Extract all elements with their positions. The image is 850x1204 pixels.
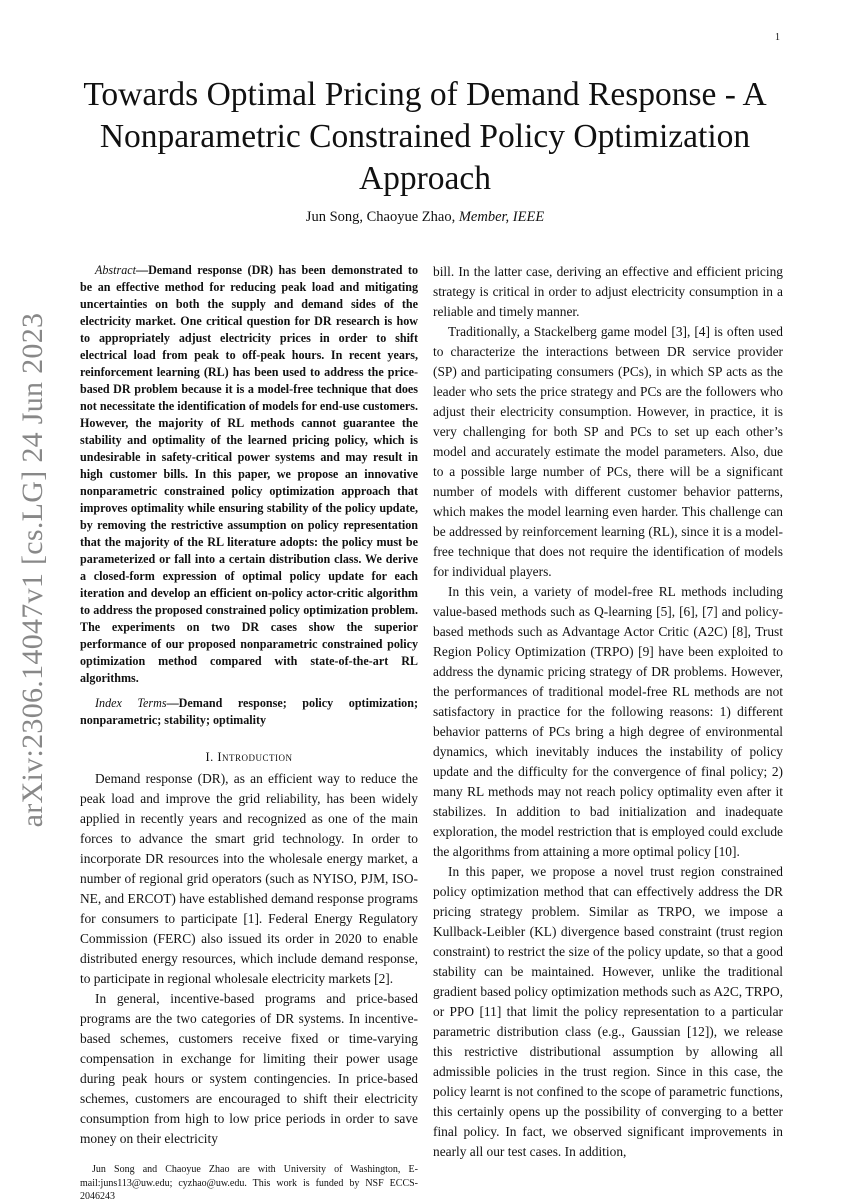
index-terms (80, 695, 418, 729)
paragraph: bill. In the latter case, deriving an effective and efficient pricing strategy is critical in order to adjust electricity consumption in a reliable and timely manner. (433, 264, 783, 319)
author-names: Jun Song, Chaoyue Zhao, (305, 209, 456, 225)
author-membership: Member, IEEE (458, 209, 545, 225)
left-column (80, 262, 418, 1204)
right-column (433, 262, 783, 1162)
paragraph: In this paper, we propose a novel trust region constrained policy optimization method that can effectively address the DR pricing strategy problem. Similar as TRPO, we impose a Kullback-Leibler (KL) divergence based constraint (trust region constraint) to restrict the size of the policy update, so that a good stability can be maintained. However, unlike the traditional gradient based policy optimization methods such as A2C, TRPO, or PPO [11] that limit the policy representation to a particular parametric distribution class (e.g., Gaussian [12]), we release this restrictive distributional assumption by allowing all admissible policies in the trust region. Since in this case, the policy learnt is not confined to the scope of parametric functions, this certainly opens up the possibility of converging to a better final policy. In fact, we observed significant improvements in nearly all our test cases. In addition, (433, 864, 783, 1159)
paragraph: Demand response (DR), as an efficient way to reduce the peak load and improve the grid reliability, has been widely applied in recently years and recognized as one of the main forces to advance the smart grid technology. In order to incorporate DR resources into the wholesale energy market, a number of regional grid operators (such as NYISO, PJM, ISO-NE, and ERCOT) have established demand response programs for consumers to participate [1]. Federal Energy Regulatory Commission (FERC) also issued its order in 2020 to enable distributed energy resources, which include demand response, to participate in regional wholesale electricity markets [2]. (80, 771, 418, 986)
abstract (80, 262, 418, 687)
paragraph: Traditionally, a Stackelberg game model [3], [4] is often used to characterize the interactions between DR service provider (SP) and participating consumers (PCs), in which SP acts as the leader who sets the price strategy and PCs are the followers who adjust their electricity consumption. However, in practice, it is very challenging for both SP and PCs to set up each other’s model and accurately estimate the model parameters. Also, due to a possible large number of PCs, there will be a significant number of models with different customer behavior patterns, which makes the model learning even harder. This challenge can be addressed by reinforcement learning (RL), since it is a model-free technique that does not require the identification of models for individual players. (433, 324, 783, 579)
paragraph: In general, incentive-based programs and price-based programs are the two categories of DR systems. In incentive-based schemes, customers receive fixed or time-varying compensation in exchange for limiting their power usage during peak hours or system contingencies. In price-based schemes, customers are encouraged to shift their electricity consumption from high to low price periods in order to save money on their electricity (80, 991, 418, 1146)
section-number: I. (205, 750, 214, 764)
page-number: 1 (775, 32, 780, 43)
abstract-label: Abstract (95, 263, 136, 277)
section-heading (80, 749, 418, 765)
index-terms-label: Index Terms (95, 696, 167, 710)
section-title: Introduction (217, 750, 293, 764)
index-terms-text: —Demand response; policy optimization; nonparametric; stability; optimality (80, 696, 418, 727)
paper-title: Towards Optimal Pricing of Demand Response - A Nonparametric Constrained Policy Optimization Approach (83, 76, 767, 197)
paragraph: In this vein, a variety of model-free RL methods including value-based methods such as Q-learning [5], [6], [7] and policy-based methods such as Advantage Actor Critic (A2C) [8], Trust Region Policy Optimization (TRPO) [9] have been exploited to address the dynamic pricing strategy of DR problems. However, the performances of traditional model-free RL methods are not satisfactory in practice for the following reasons: 1) different behavior patterns of PCs bring a high degree of environmental dynamics, which inevitably induces the instability of policy update and the difficulty for the convergence of final policy; 2) many RL methods may not reach policy optimality even after it stabilizes. In addition to bad initialization and inadequate exploration, the model restriction that is employed could exclude the algorithms from attaining a more optimal policy [10]. (433, 584, 783, 859)
authors (60, 208, 790, 226)
abstract-text: —Demand response (DR) has been demonstrated to be an effective method for reducing peak load and mitigating uncertainties on both the supply and demand sides of the electricity market. One critical question for DR research is how to appropriately adjust electricity prices in order to shift electrical load from peak to off-peak hours. In recent years, reinforcement learning (RL) has been used to address the price-based DR problem because it is a model-free technique that does not necessitate the identification of models for end-use customers. However, the majority of RL methods cannot guarantee the stability and optimality of the learned pricing policy, which is undesirable in safety-critical power systems and may result in high customer bills. In this paper, we propose an innovative nonparametric constrained policy optimization approach that improves optimality while ensuring stability of the policy update, by removing the restrictive assumption on policy representation that the majority of the RL literature adopts: the policy must be parameterized or fall into a certain distribution class. We derive a closed-form expression of optimal policy update for each iteration and develop an efficient on-policy actor-critic algorithm to address the proposed constrained policy optimization problem. The experiments on two DR cases show the superior performance of our proposed nonparametric constrained policy optimization method compared with state-of-the-art RL algorithms. (80, 263, 418, 685)
footnote: Jun Song and Chaoyue Zhao are with University of Washington, E-mail:juns113@uw.edu; cyzhao@uw.edu. This work is funded by NSF ECCS-2046243 (80, 1164, 418, 1202)
paper-header (60, 74, 790, 226)
arxiv-stamp: arXiv:2306.14047v1 [cs.LG] 24 Jun 2023 (16, 312, 49, 828)
